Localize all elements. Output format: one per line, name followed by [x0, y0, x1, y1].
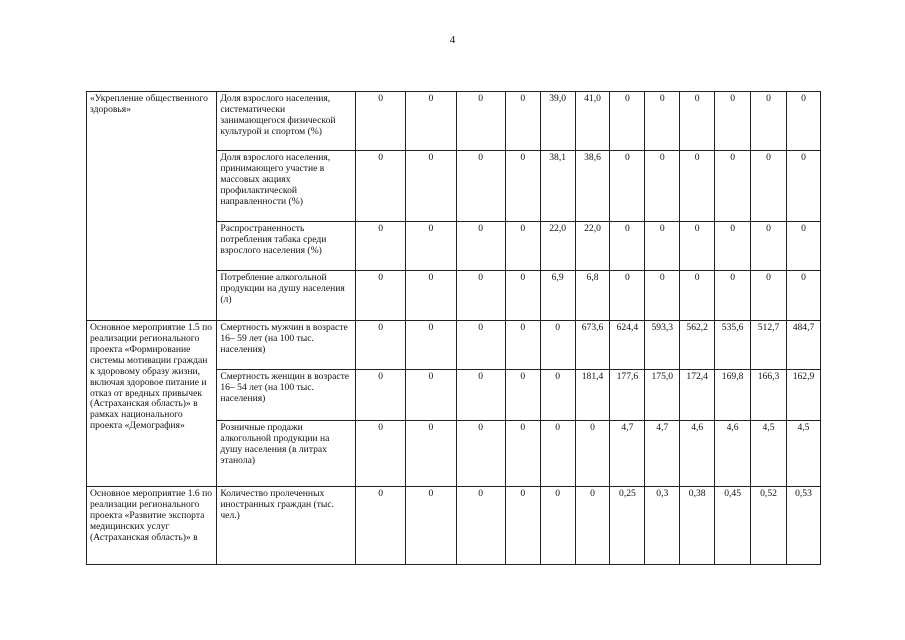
value-cell: 0 [406, 421, 456, 487]
value-cell: 0 [540, 321, 575, 370]
value-cell: 0 [645, 222, 680, 271]
table-row [87, 487, 821, 565]
value-cell: 484,7 [786, 321, 820, 370]
value-cell: 0 [406, 92, 456, 151]
value-cell: 0 [355, 271, 405, 321]
value-cell: 562,2 [680, 321, 715, 370]
value-cell: 4,5 [786, 421, 820, 487]
value-cell: 0 [355, 370, 405, 421]
value-cell: 0 [456, 92, 505, 151]
value-cell: 38,1 [540, 151, 575, 222]
value-cell: 0 [456, 487, 505, 565]
value-cell: 0,52 [751, 487, 787, 565]
activity-cell: «Укрепление общественного здоровья» [87, 92, 217, 321]
value-cell: 0 [610, 92, 645, 151]
value-cell: 0 [610, 151, 645, 222]
value-cell: 0,38 [680, 487, 715, 565]
value-cell: 0 [645, 271, 680, 321]
value-cell: 0,53 [786, 487, 820, 565]
value-cell: 4,7 [610, 421, 645, 487]
table-row [87, 321, 821, 370]
value-cell: 22,0 [540, 222, 575, 271]
indicator-cell: Распространенность потребления табака среди взрослого населения (%) [217, 222, 356, 271]
value-cell: 166,3 [751, 370, 787, 421]
value-cell: 0 [355, 421, 405, 487]
value-cell: 0 [355, 321, 405, 370]
value-cell: 624,4 [610, 321, 645, 370]
value-cell: 0 [540, 370, 575, 421]
value-cell: 535,6 [715, 321, 751, 370]
value-cell: 512,7 [751, 321, 787, 370]
value-cell: 0 [786, 92, 820, 151]
value-cell: 0 [575, 421, 610, 487]
activity-cell: Основное мероприятие 1.6 по реализации регионального проекта «Развитие экспорта медицинских услуг (Астраханская область)» в [87, 487, 217, 565]
value-cell: 0 [715, 151, 751, 222]
value-cell: 0,25 [610, 487, 645, 565]
value-cell: 0 [355, 151, 405, 222]
value-cell: 0 [406, 487, 456, 565]
value-cell: 0 [505, 321, 540, 370]
value-cell: 4,5 [751, 421, 787, 487]
value-cell: 0 [715, 271, 751, 321]
value-cell: 0 [456, 271, 505, 321]
value-cell: 0 [505, 222, 540, 271]
value-cell: 0 [680, 271, 715, 321]
value-cell: 0 [456, 151, 505, 222]
value-cell: 0 [456, 222, 505, 271]
value-cell: 172,4 [680, 370, 715, 421]
value-cell: 0 [406, 370, 456, 421]
value-cell: 0 [751, 222, 787, 271]
value-cell: 175,0 [645, 370, 680, 421]
value-cell: 0 [456, 370, 505, 421]
value-cell: 0 [680, 222, 715, 271]
value-cell: 0 [505, 271, 540, 321]
value-cell: 0 [645, 151, 680, 222]
value-cell: 4,6 [715, 421, 751, 487]
value-cell: 0 [680, 92, 715, 151]
value-cell: 0 [456, 321, 505, 370]
value-cell: 0 [680, 151, 715, 222]
value-cell: 0 [355, 92, 405, 151]
value-cell: 0 [540, 421, 575, 487]
value-cell: 0 [456, 421, 505, 487]
value-cell: 0 [575, 487, 610, 565]
value-cell: 0 [786, 151, 820, 222]
value-cell: 0 [751, 151, 787, 222]
value-cell: 39,0 [540, 92, 575, 151]
value-cell: 0 [406, 321, 456, 370]
value-cell: 0 [406, 271, 456, 321]
value-cell: 0 [505, 370, 540, 421]
value-cell: 6,8 [575, 271, 610, 321]
value-cell: 4,6 [680, 421, 715, 487]
value-cell: 169,8 [715, 370, 751, 421]
value-cell: 0 [355, 222, 405, 271]
value-cell: 0 [786, 222, 820, 271]
value-cell: 6,9 [540, 271, 575, 321]
value-cell: 0 [715, 92, 751, 151]
value-cell: 0 [786, 271, 820, 321]
table-row [87, 92, 821, 151]
value-cell: 0 [610, 222, 645, 271]
value-cell: 0 [505, 151, 540, 222]
value-cell: 0,45 [715, 487, 751, 565]
activity-cell: Основное мероприятие 1.5 по реализации регионального проекта «Формирование системы мотивации граждан к здоровому образу жизни, включая здоровое питание и отказ от вредных привычек (Астраханская область)» в рамках национального проекта «Демография» [87, 321, 217, 487]
value-cell: 181,4 [575, 370, 610, 421]
value-cell: 0 [715, 222, 751, 271]
indicator-cell: Смертность женщин в возрасте 16– 54 лет (на 100 тыс. населения) [217, 370, 356, 421]
value-cell: 0 [540, 487, 575, 565]
value-cell: 0 [751, 92, 787, 151]
indicators-table [86, 91, 821, 565]
value-cell: 4,7 [645, 421, 680, 487]
value-cell: 41,0 [575, 92, 610, 151]
indicator-cell: Доля взрослого населения, принимающего участие в массовых акциях профилактической направленности (%) [217, 151, 356, 222]
indicator-cell: Смертность мужчин в возрасте 16– 59 лет (на 100 тыс. населения) [217, 321, 356, 370]
value-cell: 38,6 [575, 151, 610, 222]
table-body [87, 92, 821, 565]
page-number: 4 [449, 34, 456, 46]
value-cell: 673,6 [575, 321, 610, 370]
value-cell: 0 [505, 421, 540, 487]
value-cell: 0 [505, 92, 540, 151]
value-cell: 0 [645, 92, 680, 151]
value-cell: 593,3 [645, 321, 680, 370]
indicator-cell: Количество пролеченных иностранных граждан (тыс. чел.) [217, 487, 356, 565]
value-cell: 0 [406, 222, 456, 271]
value-cell: 0 [406, 151, 456, 222]
value-cell: 0,3 [645, 487, 680, 565]
value-cell: 0 [751, 271, 787, 321]
value-cell: 0 [610, 271, 645, 321]
indicator-cell: Доля взрослого населения, систематически занимающегося физической культурой и спортом (%) [217, 92, 356, 151]
value-cell: 177,6 [610, 370, 645, 421]
indicator-cell: Потребление алкогольной продукции на душу населения (л) [217, 271, 356, 321]
value-cell: 22,0 [575, 222, 610, 271]
indicator-cell: Розничные продажи алкогольной продукции на душу населения (в литрах этанола) [217, 421, 356, 487]
value-cell: 0 [355, 487, 405, 565]
value-cell: 162,9 [786, 370, 820, 421]
value-cell: 0 [505, 487, 540, 565]
